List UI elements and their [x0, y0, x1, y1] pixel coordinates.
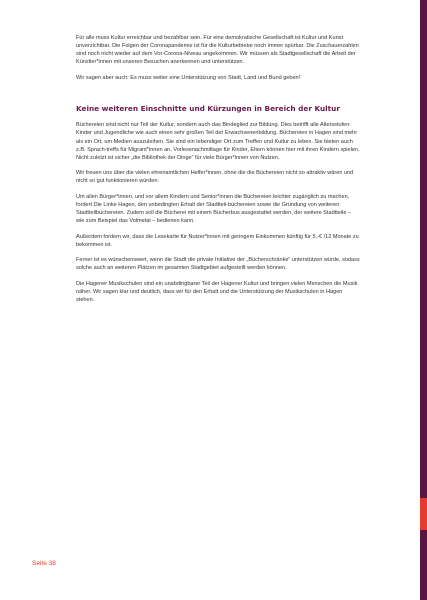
intro-paragraph-1: Für alle muss Kultur erreichbar und bezahlbar sein. Für eine demokratische Gesellschaft ist Kultur und Kunst unverzichtbar. Die Folgen der Coronapandemie ist für die Kulturbetriebe noch immer spürbar. Die Zuschauerzahlen sind noch nicht wieder auf dem Vor-Corona-Niveau angekommen. Wir müssen als Stadtgesellschaft die Arbeit der Künstler*innen mit unseren Besuchen anerkennen und unterstützen.	[76, 35, 359, 66]
body-paragraph: Die Hagener Musikschulen sind ein unabdingbarer Teil der Hagener Kultur und bringen vielen Menschen die Musik näher. Wir sagen klar und deutlich, dass wir für den Erhalt und die Unterstützung der Musikschulen in Hagen stehen.	[76, 280, 358, 303]
body-paragraph: Um allen Bürger*innen, und vor allem Kindern und Senior*innen die Büchereien leichter zugänglich zu machen, fordert Die Linke Hagen, den unbedingten Erhalt der Stadtteil-büchereien sowie die Gründung von weiteren Stadtteilbüchereien. Zudem soll die Bücherei mit einem Bücherbus ausgestattet werden, der weitere Stadtteile – wie zum Beispiel das Volmetal – bedienen kann.	[76, 193, 352, 225]
body-paragraph: Büchereien sind nicht nur Teil der Kultur, sondern auch das Bindeglied zur Bildung. Dies betrifft alle Altersstufen: Kinder und Jugendliche wie auch einen sehr großen Teil der Erwachsenenbildung. Büchereien in Hagen sind mehr als ein Ort, um Medien auszuleihen. Sie sind ein lebendiger Ort zum Treffen und Kultur zu leben. Sie bieten auch z.B. Sprach-treffs für Migrant*innen an, Vorlesenachmittage für Kinder, Eltern können hier mit ihren Kindern spielen. Nicht zuletzt ist sicher „die Bibliothek der Dinge“ für viele Bürger*innen von Nutzen.	[76, 122, 360, 161]
page-content	[76, 34, 360, 311]
section-heading: Keine weiteren Einschnitte und Kürzungen in Bereich der Kultur	[76, 103, 340, 113]
page-number: Seite 38	[32, 560, 56, 567]
body-paragraph: Wir freuen uns über die vielen ehrenamtlichen Helfer*innen, ohne die die Büchereien nicht so attraktiv wären und nicht so gut funktionieren würden.	[76, 170, 354, 185]
body-paragraph: Außerdem fordern wir, dass die Lesekarte für Nutzer*innen mit geringem Einkommen künftig für 5,-€ /12 Monate zu bekommen ist.	[76, 233, 359, 248]
intro-paragraph-2: Wir sagen aber auch: Es muss weiter eine Unterstützung von Stadt, Land und Bund geben!	[76, 74, 301, 81]
right-edge-accent	[420, 498, 427, 530]
body-paragraph: Ferner ist es wünschenswert, wenn die Stadt die private Initiative der „Bücherschränke“ unterstützen würde, sodass solche auch an weiteren Plätzen im gesamten Stadtgebiet aufgestellt werden können.	[76, 257, 360, 272]
